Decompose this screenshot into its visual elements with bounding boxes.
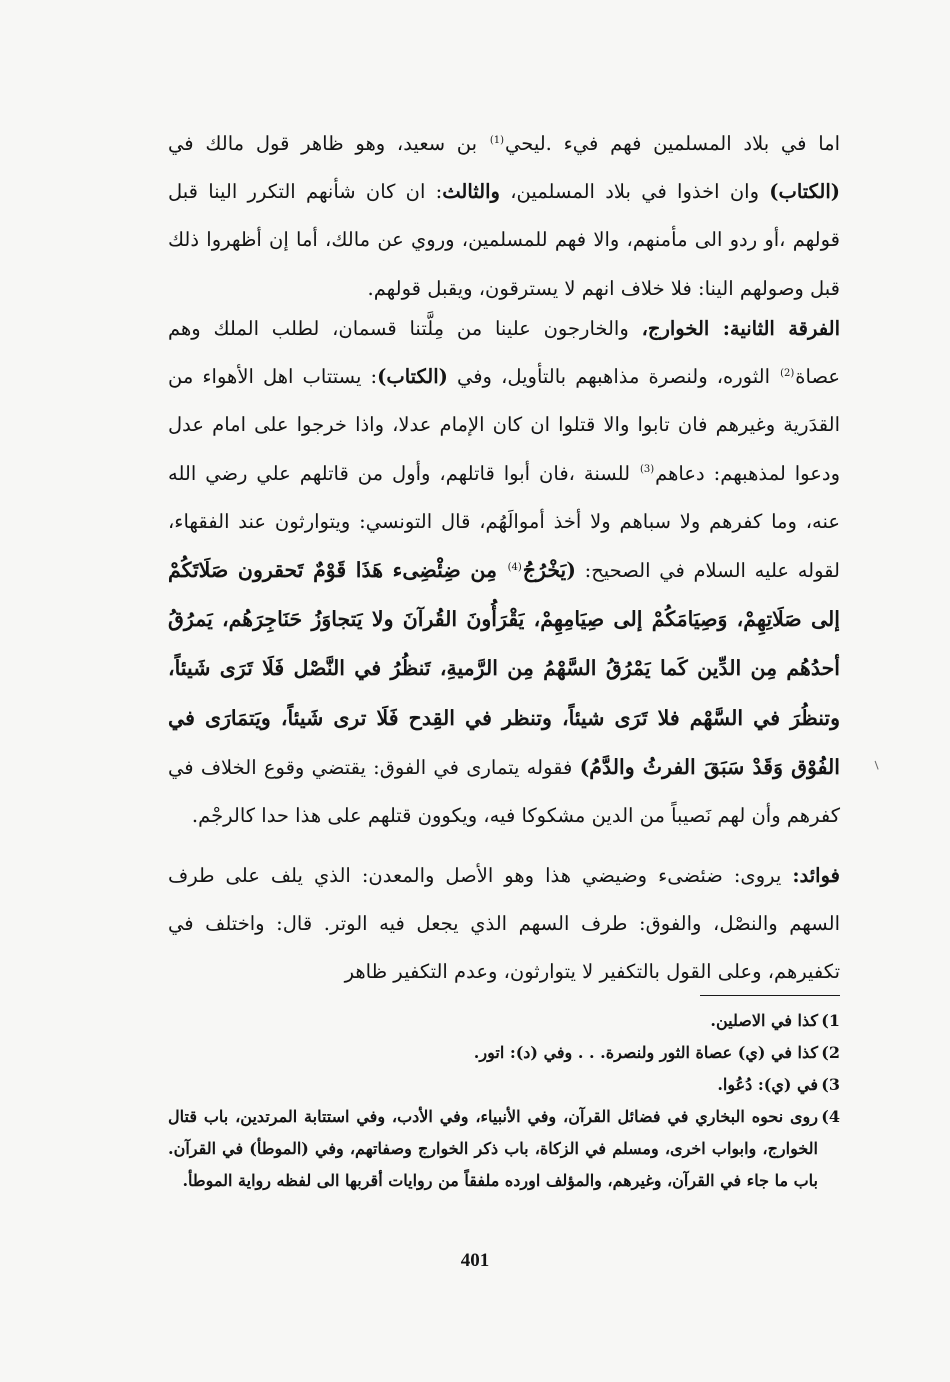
footnote-text: في (ي): دُعُوا. <box>717 1075 818 1094</box>
book-title-ref: (الكتاب) <box>377 365 448 389</box>
paragraph-continuation <box>168 120 840 313</box>
footnote-text: كذا في (ي) عصاة الثور ولنصرة. . . وفي (د): اتور. <box>473 1043 818 1062</box>
text-run: وان اخذوا في بلاد المسلمين، <box>499 180 770 204</box>
footnote-1 <box>168 1005 840 1037</box>
footnote-ref-1[interactable]: (1) <box>489 134 505 146</box>
scan-mark <box>875 759 883 769</box>
footnote-text: روى نحوه البخاري في فضائل القرآن، وفي الأنبياء، وفي الأدب، وفي استتابة المرتدين، باب قتال الخوارج، وابواب اخرى، ومسلم في الزكاة، باب ذكر الخوارج وصفاتهم، وفي (الموطأ) في القرآن. باب ما جاء في القرآن، وغيرهم، والمؤلف اورده ملفقاً من روايات أقربها الى لفظه رواية الموطأ. <box>168 1107 818 1190</box>
text-run: اما في بلاد المسلمين فهم فيء .ليحي <box>505 132 840 155</box>
footnote-number: 2) <box>821 1043 840 1062</box>
footnote-ref-4[interactable]: (4) <box>507 561 522 573</box>
footnotes <box>168 1005 840 1197</box>
page-number: 401 <box>460 1250 490 1271</box>
text-run: الثوره، ولنصرة مذاهبهم بالتأويل، وفي <box>447 365 780 389</box>
text-run: والخارجون علينا من مِلَّتنا قسمان، لطلب الملك وهم عصاة <box>168 317 841 389</box>
footnote-ref-2[interactable]: (2) <box>780 367 795 379</box>
footnote-ref-3[interactable]: (3) <box>639 464 655 476</box>
paragraph-fawaid <box>168 852 840 997</box>
hadith-quote: مِن ضِئْضِىء هَذَا قَوْمٌ تَحقرون صَلَاتَكُمْ إلى صَلَاتِهِمْ، وَصِيَامَكُمْ إلى صِيَامِهِمْ، يَقْرَأُونَ القُرآنَ ولا يَتجاوَزُ حَنَاجِرَهُم، يَمرُقُ أحدُهُم مِن الدِّين كَما يَمْرُقُ السَّهْمُ مِن الرَّميةِ، تَنظُرُ في النَّصْل فَلَا تَرَى شَيئاً، وتنظُرَ في السَّهْم فلا تَرَى شيئاً، وتنظر في القِدح فَلَا ترى شَيئاً، ويَتمَارَى في الفُوْق وَقَدْ سَبَقَ الفرثُ والدَّمُ) <box>168 558 840 779</box>
footnote-text: كذا في الاصلين. <box>710 1011 818 1030</box>
footnote-2 <box>168 1037 840 1069</box>
hadith-open: (يَخْرُجُ <box>522 558 576 583</box>
third-opinion-label: والثالث <box>442 180 500 204</box>
paragraph-khawarij <box>168 305 840 840</box>
text-run: : يستتاب اهل الأهواء من القدَرية وغيرهم فان تابوا والا قتلوا ان كان الإمام عدلا، واذا خرجوا على امام عدل ودعوا لمذهبهم: دعاهم <box>168 365 840 485</box>
footnote-4 <box>168 1101 840 1197</box>
book-title-ref: (الكتاب) <box>769 180 840 204</box>
footnote-number: 1) <box>821 1011 840 1030</box>
text-run: يروى: ضئضىء وضيضي هذا وهو الأصل والمعدن: الذي يلف على طرف السهم والنصْل، والفوق: طرف السهم الذي يجعل فيه الوتر. قال: واختلف في تكفيرهم، وعلى القول بالتكفير لا يتوارثون، وعدم التكفير ظاهر <box>168 864 840 984</box>
footnote-number: 3) <box>821 1075 840 1094</box>
text-run: بن سعيد، وهو ظاهر قول مالك في <box>168 132 489 155</box>
text-run: للسنة ،فان أبوا قاتلهم، وأول من قاتلهم علي رضي الله عنه، وما كفرهم ولا سباهم ولا أخذ أموالَهُم، قال التونسي: ويتوارثون عند الفقهاء، لقوله عليه السلام في الصحيح: <box>168 461 840 583</box>
footnote-number: 4) <box>821 1107 840 1126</box>
footnote-3 <box>168 1069 840 1101</box>
section-heading: الفرقة الثانية: الخوارج، <box>641 317 840 340</box>
text-run: فقوله يتمارى في الفوق: يقتضي وقوع الخلاف في كفرهم وأن لهم نَصيباً من الدين مشكوكا فيه، ويكوون قتلهم على هذا حدا كالرجْم. <box>168 755 840 828</box>
text-run: : ان كان شأنهم التكرر الينا قبل قولهم ،أو ردو الى مأمنهم، والا فهم للمسلمين، وروي عن مالك، أما إن أظهروا ذلك قبل وصولهم الينا: فلا خلاف انهم لا يسترقون، ويقبل قولهم. <box>168 180 840 300</box>
footnote-separator <box>700 995 840 996</box>
benefits-label: فوائد: <box>792 864 840 887</box>
